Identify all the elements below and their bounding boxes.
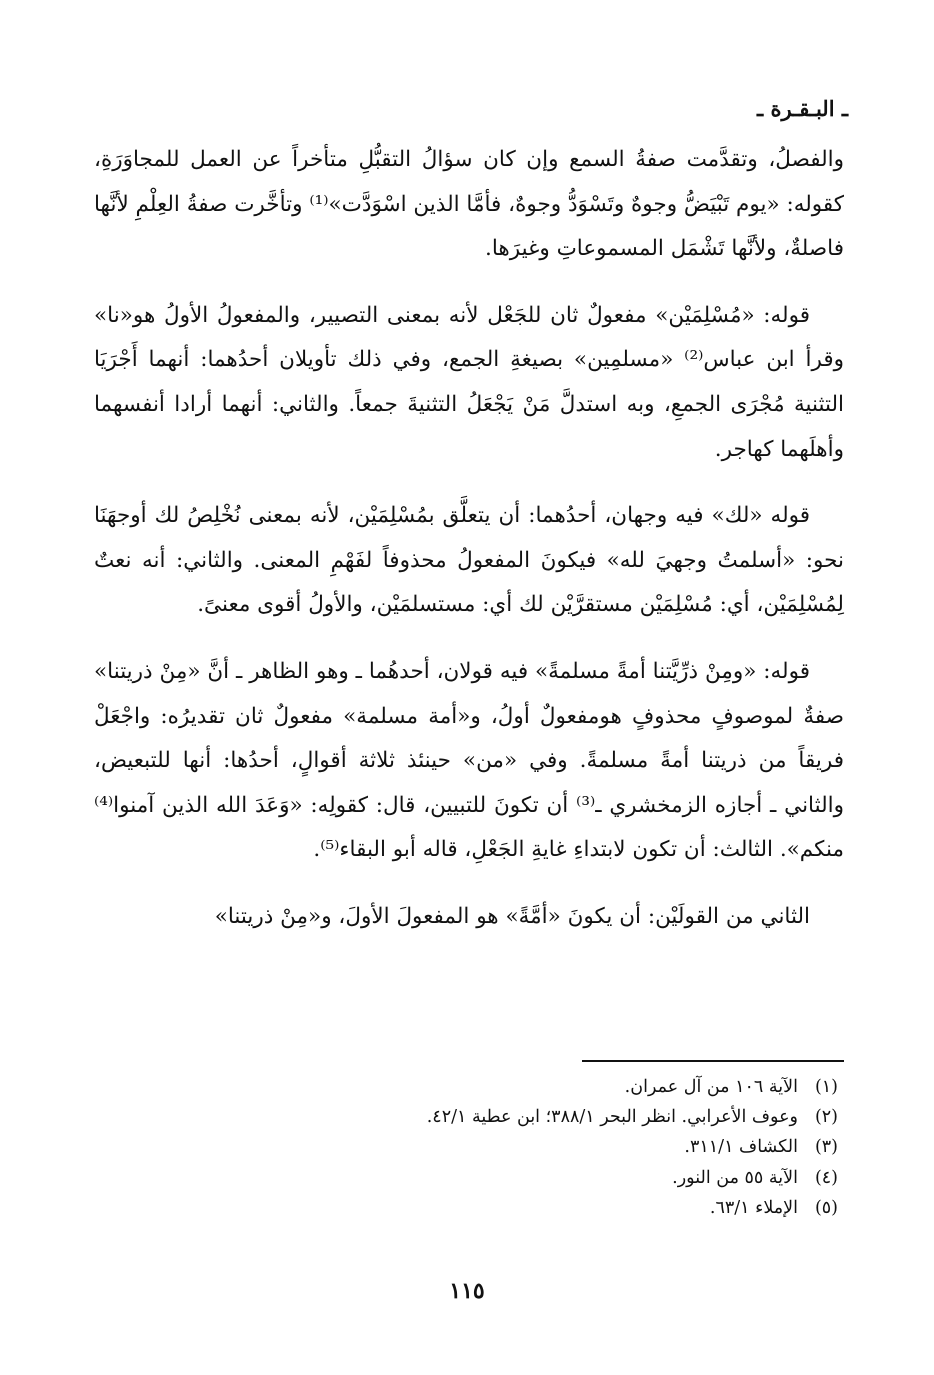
- footnote-divider: [582, 1060, 844, 1062]
- paragraph: والفصلُ، وتقدَّمت صفةُ السمع وإن كان سؤالُ التقبُّلِ متأخراً عن العمل للمجاوَرَةِ، كقوله: «يوم تَبْيَضُّ وجوهٌ وتَسْوَدُّ وجوهٌ، فأمَّا الذين اسْوَدَّت»⁽¹⁾ وتأخَّرت صفةُ العِلْمِ لأنَّها فاصلةٌ، ولأنَّها تَشْمَل المسموعاتِ وغيرَها.: [94, 147, 844, 262]
- footnote-text: وعوف الأعرابي. انظر البحر ٣٨٨/١؛ ابن عطية ٤٢/١.: [426, 1107, 798, 1128]
- footnote-item: [138, 1072, 838, 1102]
- footnote-item: [138, 1163, 838, 1193]
- footnote-number: (٣): [814, 1137, 838, 1158]
- running-header: ـ البـقـرة ـ: [756, 96, 848, 121]
- paragraph: الثاني من القولَيْن: أن يكونَ «أمَّةً» هو المفعولَ الأولَ، و«مِنْ ذريتنا»: [214, 903, 810, 929]
- paragraph: قوله: «مُسْلِمَيْن» مفعولٌ ثان للجَعْل لأنه بمعنى التصيير، والمفعولُ الأولُ هو«نا» وقرأ ابن عباس⁽²⁾ «مسلمِين» بصيغةِ الجمع، وفي ذلك تأويلان أحدُهما: أنهما أَجْرَيَا التثنية مُجْرَى الجمعِ، وبه استدلَّ مَنْ يَجْعَلُ التثنيةَ جمعاً. والثاني: أنهما أرادا أنفسهما وأهلَهما كهاجر.: [94, 302, 844, 462]
- footnote-text: الآية ١٠٦ من آل عمران.: [624, 1077, 798, 1097]
- page-number: ١١٥: [449, 1278, 485, 1304]
- footnote-number: (٤): [814, 1167, 838, 1188]
- footnote-text: الكشاف ٣١١/١.: [684, 1137, 798, 1158]
- paragraph: قوله: «ومِنْ ذرِّيَّتنا أمةً مسلمةً» فيه قولان، أحدهُما ـ وهو الظاهر ـ أنَّ «مِنْ ذريتنا» صفةٌ لموصوفٍ محذوفٍ هومفعولٌ أولُ، و«أمة مسلمة» مفعولٌ ثان تقديرُه: واجْعَلْ فريقاً من ذريتنا أمةً مسلمةً. وفي «من» حينئذ ثلاثة أقوالٍ، أحدُها: أنها للتبعيض، والثاني ـ أجازه الزمخشري ـ⁽³⁾ أن تكونَ للتبيين، قال: كقولِه: «وَعَدَ الله الذين آمنوا⁽⁴⁾ منكم». الثالث: أن تكون لابتداءِ غايةِ الجَعْلِ، قاله أبو البقاء⁽⁵⁾.: [94, 658, 844, 863]
- footnote-text: الإملاء ٦٣/١.: [709, 1197, 798, 1218]
- footnotes: [138, 1072, 838, 1223]
- footnote-item: [138, 1102, 838, 1132]
- footnote-item: [138, 1193, 838, 1223]
- footnote-number: (٢): [814, 1107, 838, 1128]
- main-text: [94, 138, 844, 962]
- footnote-number: (٥): [814, 1197, 838, 1218]
- footnote-text: الآية ٥٥ من النور.: [672, 1167, 798, 1188]
- footnote-number: (١): [814, 1077, 838, 1097]
- footnote-item: [138, 1132, 838, 1162]
- paragraph: قوله «لك» فيه وجهان، أحدُهما: أن يتعلَّق بمُسْلِمَيْن، لأنه بمعنى نُخْلِصُ لك أوجهَنَا نحو: «أسلمتُ وجهيَ لله» فيكونَ المفعولُ محذوفاً لفَهْمِ المعنى. والثاني: أنه نعتٌ لِمُسْلِمَيْن، أي: مُسْلِمَيْن مستقرَّيْن لك أي: مستسلمَيْن، والأولُ أقوى معنىً.: [94, 503, 844, 618]
